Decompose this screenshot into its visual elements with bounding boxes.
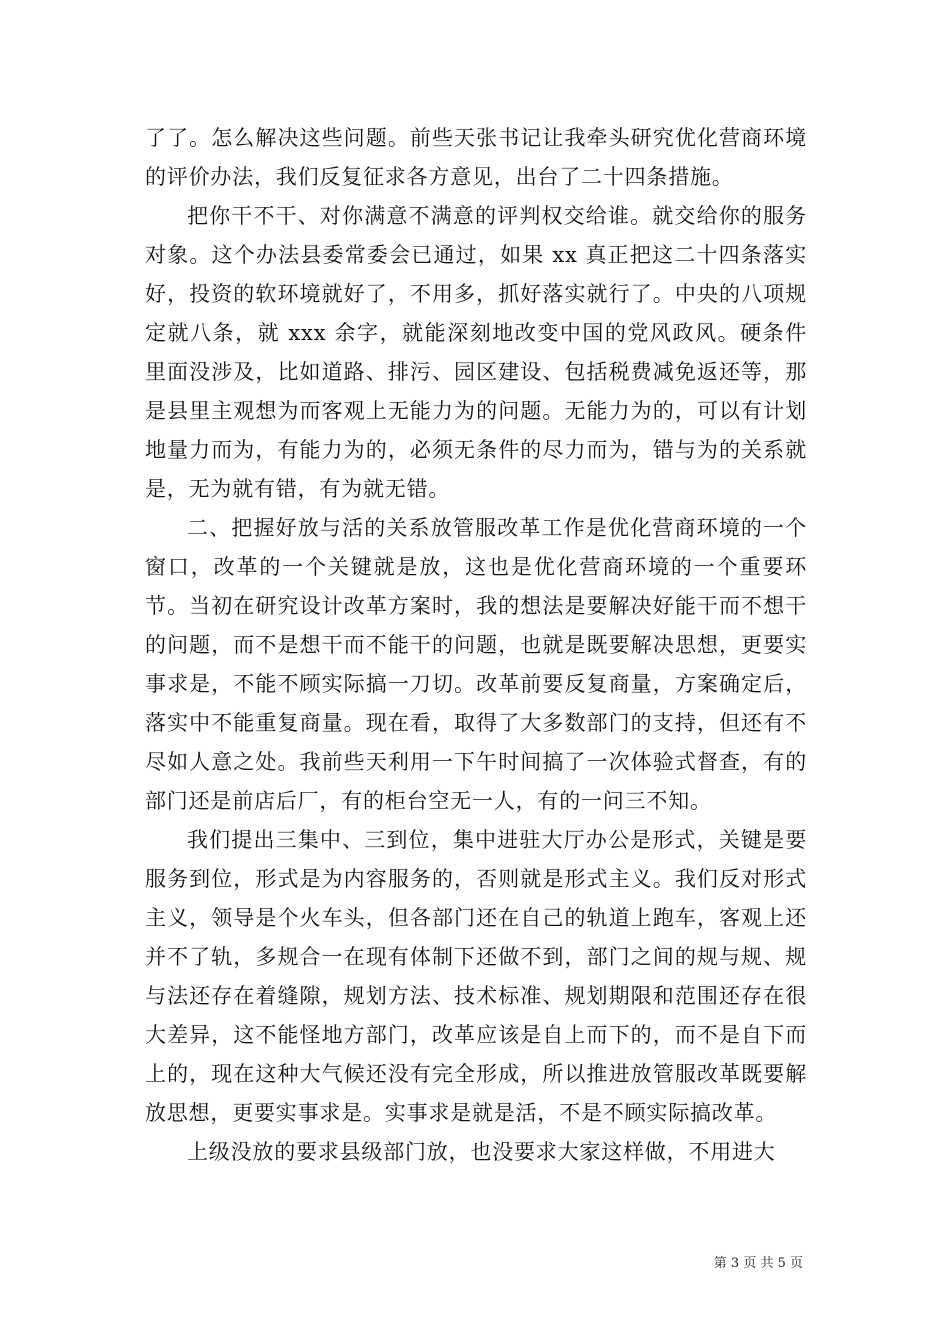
paragraph-4: 我们提出三集中、三到位，集中进驻大厅办公是形式，关键是要服务到位，形式是为内容服务的，否则就是形式主义。我们反对形式主义，领导是个火车头，但各部门还在自己的轨道上跑车，客观上还并不了轨，多规合一在现有体制下还做不到，部门之间的规与规、规与法还存在着缝隙，规划方法、技术标准、规划期限和范围还存在很大差异，这不能怪地方部门，改革应该是自上而下的，而不是自下而上的，现在这种大气候还没有完全形成，所以推进放管服改革既要解放思想，更要实事求是。实事求是就是活，不是不顾实际搞改革。 — [145, 828, 807, 1125]
page-number: 第 3 页 共 5 页 — [713, 1256, 803, 1271]
paragraph-1: 了了。怎么解决这些问题。前些天张书记让我牵头研究优化营商环境的评价办法，我们反复征求各方意见，出台了二十四条措施。 — [145, 126, 807, 189]
paragraph-3: 二、把握好放与活的关系放管服改革工作是优化营商环境的一个窗口，改革的一个关键就是放，这也是优化营商环境的一个重要环节。当初在研究设计改革方案时，我的想法是要解决好能干而不想干的问题，而不是想干而不能干的问题，也就是既要解决思想，更要实事求是，不能不顾实际搞一刀切。改革前要反复商量，方案确定后，落实中不能重复商量。现在看，取得了大多数部门的支持，但还有不尽如人意之处。我前些天利用一下午时间搞了一次体验式督查，有的部门还是前店后厂，有的柜台空无一人，有的一问三不知。 — [145, 516, 807, 813]
paragraph-5: 上级没放的要求县级部门放，也没要求大家这样做，不用进大 — [187, 1140, 776, 1164]
paragraph-2: 把你干不干、对你满意不满意的评判权交给谁。就交给你的服务对象。这个办法县委常委会已通过，如果 xx 真正把这二十四条落实好，投资的软环境就好了，不用多，抓好落实就行了。中央的八项规定就八条，就 xxx 余字，就能深刻地改变中国的党风政风。硬条件里面没涉及，比如道路、排污、园区建设、包括税费减免返还等，那是县里主观想为而客观上无能力为的问题。无能力为的，可以有计划地量力而为，有能力为的，必须无条件的尽力而为，错与为的关系就是，无为就有错，有为就无错。 — [145, 204, 807, 501]
document-body — [145, 119, 807, 1172]
